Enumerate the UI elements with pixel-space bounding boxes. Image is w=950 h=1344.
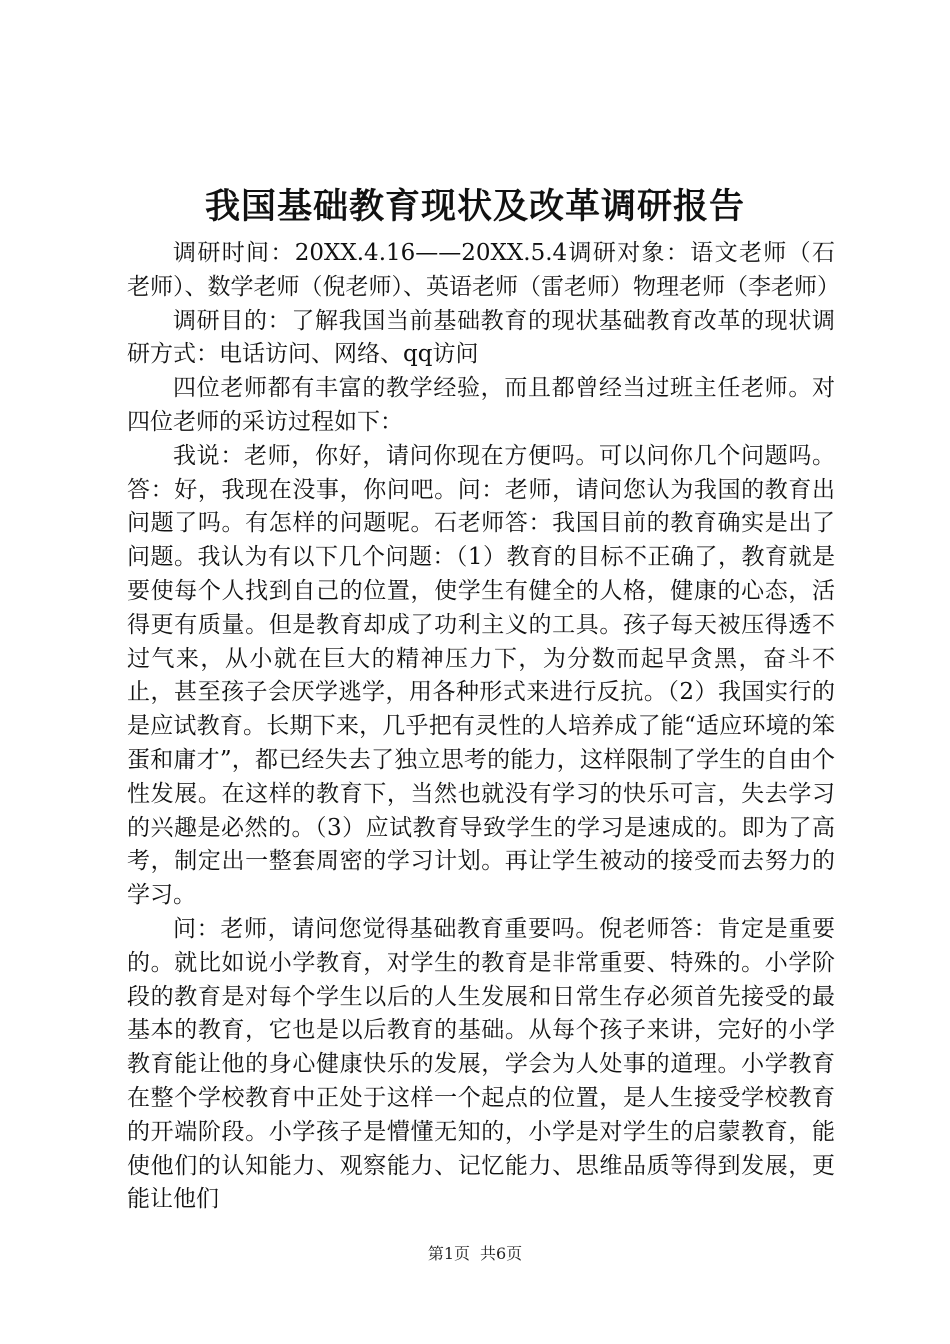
page-total: 共6页 [480, 1244, 523, 1263]
page-number: 第1页 [427, 1244, 470, 1263]
document-title: 我国基础教育现状及改革调研报告 [204, 186, 745, 227]
paragraph-interview-shi: 我说：老师，你好，请问你现在方便吗。可以问你几个问题吗。答：好，我现在没事，你问吧。问：老师，请问您认为我国的教育出问题了吗。有怎样的问题呢。石老师答：我国目前的教育确实是出了问题。我认为有以下几个问题：（1）教育的目标不正确了，教育就是要使每个人找到自己的位置，使学生有健全的人格，健康的心态，活得更有质量。但是教育却成了功利主义的工具。孩子每天被压得透不过气来，从小就在巨大的精神压力下，为分数而起早贪黑，奋斗不止，甚至孩子会厌学逃学，用各种形式来进行反抗。（2）我国实行的是应试教育。长期下来，几乎把有灵性的人培养成了能“适应环境的笨蛋和庸才”，都已经失去了独立思考的能力，这样限制了学生的自由个性发展。在这样的教育下，当然也就没有学习的快乐可言，失去学习的兴趣是必然的。（3）应试教育导致学生的学习是速成的。即为了高考，制定出一整套周密的学习计划。再让学生被动的接受而去努力的学习。 [127, 442, 835, 909]
paragraph-interview-ni: 问：老师，请问您觉得基础教育重要吗。倪老师答：肯定是重要的。就比如说小学教育，对学生的教育是非常重要、特殊的。小学阶段的教育是对每个学生以后的人生发展和日常生存必须首先接受的最基本的教育，它也是以后教育的基础。从每个孩子来讲，完好的小学教育能让他的身心健康快乐的发展，学会为人处事的道理。小学教育在整个学校教育中正处于这样一个起点的位置，是人生接受学校教育的开端阶段。小学孩子是懵懂无知的，小学是对学生的启蒙教育，能使他们的认知能力、观察能力、记忆能力、思维品质等得到发展，更能让他们 [127, 915, 835, 1213]
paragraph-teachers-intro: 四位老师都有丰富的教学经验，而且都曾经当过班主任老师。对四位老师的采访过程如下： [127, 375, 835, 435]
document-body [127, 237, 840, 1217]
page-footer [0, 1243, 950, 1265]
paragraph-survey-info: 调研时间：20XX.4.16——20XX.5.4调研对象：语文老师（石老师）、数学老师（倪老师）、英语老师（雷老师）物理老师（李老师） [127, 240, 840, 300]
paragraph-survey-purpose: 调研目的：了解我国当前基础教育的现状基础教育改革的现状调研方式：电话访问、网络、qq访问 [127, 307, 835, 368]
